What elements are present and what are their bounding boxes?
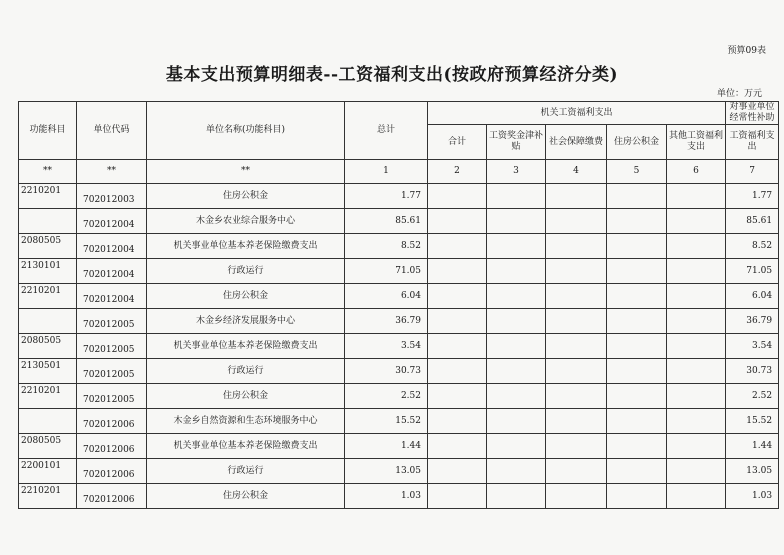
unit-code-cell: 702012005 [77, 334, 147, 359]
table-row [19, 234, 779, 259]
table-row [19, 209, 779, 234]
social-cell [546, 259, 607, 284]
subtotal-cell [428, 259, 487, 284]
housing-cell [607, 209, 667, 234]
welfare-cell: 85.61 [726, 209, 779, 234]
social-cell [546, 434, 607, 459]
salary-cell [487, 384, 546, 409]
header-social: 社会保障缴费 [546, 125, 607, 160]
unit-code-cell: 702012006 [77, 434, 147, 459]
subtotal-cell [428, 309, 487, 334]
func-code-cell: 2130501 [19, 359, 77, 384]
social-cell [546, 309, 607, 334]
func-code-cell: 2210201 [19, 284, 77, 309]
total-cell: 30.73 [345, 359, 428, 384]
unit-label: 单位：万元 [716, 89, 762, 99]
table-row [19, 409, 779, 434]
housing-cell [607, 434, 667, 459]
salary-cell [487, 484, 546, 509]
other-cell [667, 334, 726, 359]
other-cell [667, 459, 726, 484]
housing-cell [607, 284, 667, 309]
subtotal-cell [428, 384, 487, 409]
social-cell [546, 409, 607, 434]
other-cell [667, 409, 726, 434]
index-cell: ** [147, 160, 345, 184]
func-code-cell: 2210201 [19, 384, 77, 409]
welfare-cell: 71.05 [726, 259, 779, 284]
housing-cell [607, 259, 667, 284]
header-unit-name: 单位名称(功能科目) [147, 102, 345, 160]
salary-cell [487, 434, 546, 459]
welfare-cell: 1.44 [726, 434, 779, 459]
header-subtotal: 合计 [428, 125, 487, 160]
housing-cell [607, 309, 667, 334]
salary-cell [487, 459, 546, 484]
header-other: 其他工资福利支出 [667, 125, 726, 160]
salary-cell [487, 209, 546, 234]
unit-code-cell: 702012005 [77, 309, 147, 334]
index-cell: 7 [726, 160, 779, 184]
table-row [19, 384, 779, 409]
social-cell [546, 359, 607, 384]
func-code-cell [19, 409, 77, 434]
unit-code-cell: 702012006 [77, 459, 147, 484]
salary-cell [487, 359, 546, 384]
housing-cell [607, 184, 667, 209]
header-unit-code: 单位代码 [77, 102, 147, 160]
table-row [19, 484, 779, 509]
total-cell: 1.77 [345, 184, 428, 209]
subtotal-cell [428, 409, 487, 434]
social-cell [546, 234, 607, 259]
salary-cell [487, 259, 546, 284]
header-total: 总计 [345, 102, 428, 160]
total-cell: 3.54 [345, 334, 428, 359]
subtotal-cell [428, 484, 487, 509]
index-cell: 1 [345, 160, 428, 184]
unit-code-cell: 702012006 [77, 409, 147, 434]
welfare-cell: 2.52 [726, 384, 779, 409]
housing-cell [607, 334, 667, 359]
unit-name-cell: 行政运行 [147, 459, 345, 484]
func-code-cell: 2130101 [19, 259, 77, 284]
subtotal-cell [428, 459, 487, 484]
welfare-cell: 6.04 [726, 284, 779, 309]
welfare-cell: 36.79 [726, 309, 779, 334]
budget-table [18, 101, 779, 509]
form-code: 预算09表 [727, 46, 766, 56]
index-cell: ** [19, 160, 77, 184]
housing-cell [607, 409, 667, 434]
table-row [19, 359, 779, 384]
salary-cell [487, 234, 546, 259]
other-cell [667, 309, 726, 334]
welfare-cell: 1.77 [726, 184, 779, 209]
index-cell: 4 [546, 160, 607, 184]
func-code-cell: 2210201 [19, 484, 77, 509]
index-row [19, 160, 779, 184]
subtotal-cell [428, 234, 487, 259]
subtotal-cell [428, 184, 487, 209]
total-cell: 36.79 [345, 309, 428, 334]
welfare-cell: 8.52 [726, 234, 779, 259]
total-cell: 1.44 [345, 434, 428, 459]
other-cell [667, 434, 726, 459]
other-cell [667, 184, 726, 209]
housing-cell [607, 359, 667, 384]
welfare-cell: 3.54 [726, 334, 779, 359]
housing-cell [607, 484, 667, 509]
welfare-cell: 13.05 [726, 459, 779, 484]
social-cell [546, 484, 607, 509]
social-cell [546, 459, 607, 484]
unit-name-cell: 机关事业单位基本养老保险缴费支出 [147, 434, 345, 459]
subtotal-cell [428, 359, 487, 384]
func-code-cell [19, 209, 77, 234]
subtotal-cell [428, 209, 487, 234]
unit-name-cell: 行政运行 [147, 259, 345, 284]
unit-name-cell: 机关事业单位基本养老保险缴费支出 [147, 234, 345, 259]
salary-cell [487, 334, 546, 359]
total-cell: 1.03 [345, 484, 428, 509]
table-row [19, 434, 779, 459]
index-cell: 6 [667, 160, 726, 184]
unit-name-cell: 住房公积金 [147, 384, 345, 409]
total-cell: 71.05 [345, 259, 428, 284]
unit-name-cell: 住房公积金 [147, 184, 345, 209]
other-cell [667, 209, 726, 234]
unit-name-cell: 木金乡自然资源和生态环境服务中心 [147, 409, 345, 434]
table-row [19, 259, 779, 284]
unit-code-cell: 702012006 [77, 484, 147, 509]
other-cell [667, 384, 726, 409]
salary-cell [487, 409, 546, 434]
total-cell: 15.52 [345, 409, 428, 434]
other-cell [667, 234, 726, 259]
welfare-cell: 30.73 [726, 359, 779, 384]
social-cell [546, 334, 607, 359]
unit-code-cell: 702012004 [77, 284, 147, 309]
table-row [19, 284, 779, 309]
unit-code-cell: 702012005 [77, 384, 147, 409]
unit-code-cell: 702012004 [77, 259, 147, 284]
header-group-agency: 机关工资福利支出 [428, 102, 726, 125]
social-cell [546, 384, 607, 409]
subtotal-cell [428, 334, 487, 359]
func-code-cell: 2080505 [19, 434, 77, 459]
header-housing: 住房公积金 [607, 125, 667, 160]
housing-cell [607, 234, 667, 259]
housing-cell [607, 459, 667, 484]
header-func-code: 功能科目 [19, 102, 77, 160]
unit-code-cell: 702012004 [77, 234, 147, 259]
total-cell: 6.04 [345, 284, 428, 309]
header-group-subsidy: 对事业单位经常性补助 [726, 102, 779, 125]
subtotal-cell [428, 434, 487, 459]
func-code-cell: 2080505 [19, 334, 77, 359]
table-row [19, 459, 779, 484]
func-code-cell [19, 309, 77, 334]
index-cell: 3 [487, 160, 546, 184]
total-cell: 8.52 [345, 234, 428, 259]
total-cell: 13.05 [345, 459, 428, 484]
total-cell: 85.61 [345, 209, 428, 234]
other-cell [667, 284, 726, 309]
other-cell [667, 484, 726, 509]
other-cell [667, 359, 726, 384]
index-cell: 5 [607, 160, 667, 184]
func-code-cell: 2210201 [19, 184, 77, 209]
unit-name-cell: 木金乡经济发展服务中心 [147, 309, 345, 334]
housing-cell [607, 384, 667, 409]
social-cell [546, 209, 607, 234]
unit-code-cell: 702012005 [77, 359, 147, 384]
social-cell [546, 284, 607, 309]
social-cell [546, 184, 607, 209]
table-row [19, 334, 779, 359]
unit-name-cell: 机关事业单位基本养老保险缴费支出 [147, 334, 345, 359]
unit-code-cell: 702012004 [77, 209, 147, 234]
welfare-cell: 15.52 [726, 409, 779, 434]
table-row [19, 309, 779, 334]
salary-cell [487, 309, 546, 334]
func-code-cell: 2080505 [19, 234, 77, 259]
total-cell: 2.52 [345, 384, 428, 409]
subtotal-cell [428, 284, 487, 309]
welfare-cell: 1.03 [726, 484, 779, 509]
page-title: 基本支出预算明细表--工资福利支出(按政府预算经济分类) [165, 65, 619, 85]
salary-cell [487, 184, 546, 209]
func-code-cell: 2200101 [19, 459, 77, 484]
header-salary: 工资奖金津补贴 [487, 125, 546, 160]
unit-name-cell: 住房公积金 [147, 484, 345, 509]
header-welfare: 工资福利支出 [726, 125, 779, 160]
unit-name-cell: 住房公积金 [147, 284, 345, 309]
other-cell [667, 259, 726, 284]
index-cell: 2 [428, 160, 487, 184]
table-row [19, 184, 779, 209]
unit-name-cell: 行政运行 [147, 359, 345, 384]
unit-name-cell: 木金乡农业综合服务中心 [147, 209, 345, 234]
unit-code-cell: 702012003 [77, 184, 147, 209]
salary-cell [487, 284, 546, 309]
index-cell: ** [77, 160, 147, 184]
